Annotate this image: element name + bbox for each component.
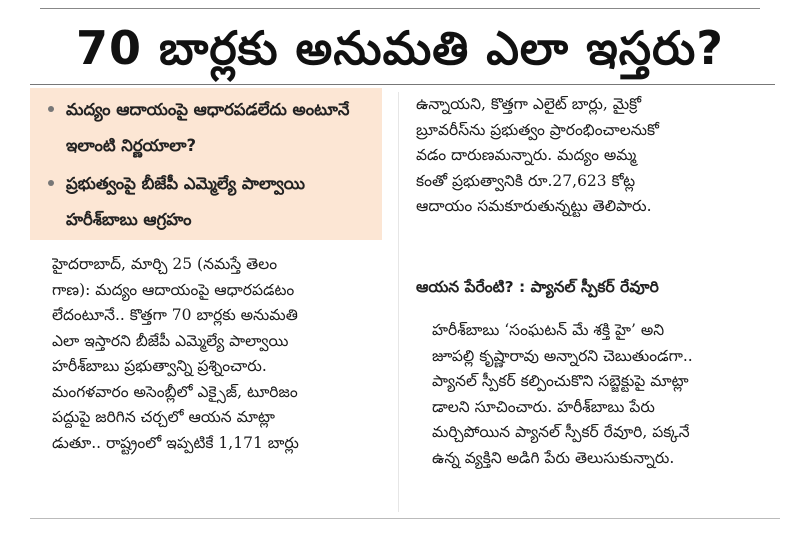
body-line: వడం దారుణమన్నారు. మద్యం అమ్మ xyxy=(416,146,637,164)
right-column-body-bottom xyxy=(432,318,764,471)
body-line: కంతో ప్రభుత్వానికి రూ.27,623 కోట్ల xyxy=(416,171,636,190)
highlight-text: మద్యం ఆదాయంపై ఆధారపడలేదు అంటూనే ఇలాంటి నిర్ణయాలా? xyxy=(66,100,350,155)
body-line: హరీశ్‌బాబు ప్రభుత్వాన్ని ప్రశ్నించారు. xyxy=(52,357,267,375)
body-line: మంగళవారం అసెంబ్లీలో ఎక్సైజ్, టూరిజం xyxy=(52,382,298,401)
headline-rule xyxy=(30,84,775,85)
bullet-icon xyxy=(48,106,54,112)
subheading: ఆయన పేరేంటి? : ప్యానల్ స్పీకర్ రేవూరి xyxy=(416,278,659,296)
left-column-body xyxy=(52,252,377,456)
bullet-icon xyxy=(48,180,54,186)
right-column-body-top xyxy=(416,92,764,220)
highlight-text: ప్రభుత్వంపై బీజేపీ ఎమ్మెల్యే పాల్వాయి హరీశ్‌బాబు ఆగ్రహం xyxy=(66,174,305,229)
top-rule xyxy=(40,8,760,9)
body-line: బ్రూవరీస్‌ను ప్రభుత్వం ప్రారంభించాలనుకో xyxy=(416,120,659,139)
bottom-rule xyxy=(30,518,780,519)
body-line: డుతూ.. రాష్ట్రంలో ఇప్పటికే 1,171 బార్లు xyxy=(52,433,299,452)
highlight-item xyxy=(48,92,378,164)
body-line: ఉన్నాయని, కొత్తగా ఎలైట్ బార్లు, మైక్రో xyxy=(416,95,642,113)
body-line: డాలని సూచించారు. హరీశ్‌బాబు పేరు xyxy=(432,397,655,416)
body-line: హైదరాబాద్, మార్చి 25 (నమస్తే తెలం xyxy=(52,255,278,273)
body-line: ఎలా ఇస్తారని బీజేపీ ఎమ్మెల్యే పాల్వాయి xyxy=(52,331,289,350)
body-line: పద్దుపై జరిగిన చర్చలో ఆయన మాట్లా xyxy=(52,408,275,426)
highlights-box xyxy=(30,88,382,240)
body-line: జూపల్లి కృష్ణారావు అన్నారని చెబుతుండగా.. xyxy=(432,346,693,365)
article-headline: 70 బార్లకు అనుమతి ఎలా ఇస్తరు? xyxy=(76,21,724,75)
body-line: ఆదాయం సమకూరుతున్నట్టు తెలిపారు. xyxy=(416,197,652,215)
body-line: లేదంటూనే.. కొత్తగా 70 బార్లకు అనుమతి xyxy=(52,306,298,324)
body-line: ఉన్న వ్యక్తిని అడిగి పేరు తెలుసుకున్నారు. xyxy=(432,448,675,467)
highlight-item xyxy=(48,166,378,238)
body-line: ప్యానల్ స్పీకర్ కల్పించుకొని సబ్జెక్టుపై మాట్లా xyxy=(432,372,689,390)
body-line: హరీశ్‌బాబు ‘సంఘటన్ మే శక్తి హై’ అని xyxy=(432,321,665,339)
body-line: గాణ): మద్యం ఆదాయంపై ఆధారపడటం xyxy=(52,280,295,299)
column-divider xyxy=(398,92,399,512)
body-line: మర్చిపోయిన ప్యానల్ స్పీకర్ రేవూరి, పక్కనే xyxy=(432,423,690,441)
